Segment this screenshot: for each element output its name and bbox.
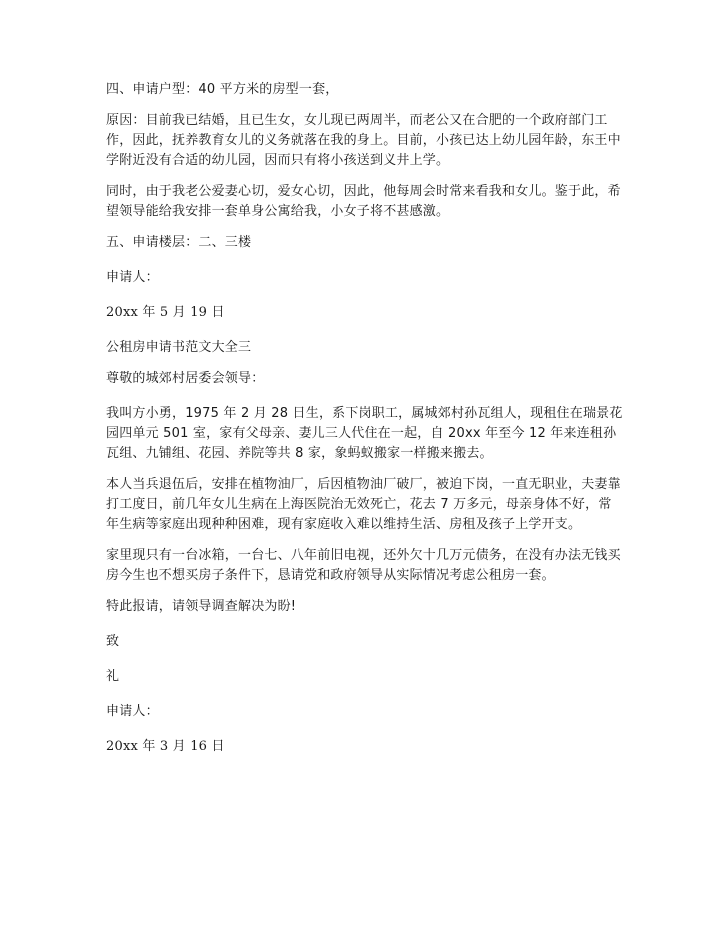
sample-title: 公租房申请书范文大全三	[106, 340, 252, 355]
section5-title: 五、申请楼层：二、三楼	[106, 235, 252, 250]
applicant-label: 申请人：	[106, 270, 159, 285]
closing-request: 特此报请，请领导调查解决为盼!	[106, 599, 297, 614]
date-line-2: 20xx 年 3 月 16 日	[106, 739, 225, 754]
section4-title: 四、申请户型：40 平方米的房型一套，	[106, 82, 339, 97]
applicant-label-2: 申请人：	[106, 704, 159, 719]
assets-paragraph: 家里现只有一台冰箱，一台七、八年前旧电视，还外欠十几万元债务，在没有办法无钱买房今生也不想买房子条件下，恳请党和政府领导从实际情况考虑公租房一套。	[106, 548, 621, 583]
salutation: 尊敬的城郊村居委会领导：	[106, 371, 265, 386]
history-paragraph: 本人当兵退伍后，安排在植物油厂，后因植物油厂破厂，被迫下岗，一直无职业，夫妻靠打工度日，前几年女儿生病在上海医院治无效死亡，花去 7 万多元，母亲身体不好，常年生病等家庭出现种种困难，现有家庭收入难以维持生活、房租及孩子上学开支。	[106, 477, 621, 532]
closing-li: 礼	[106, 669, 120, 684]
section4-reason-paragraph: 原因：目前我已结婚，且已生女，女儿现已两周半，而老公又在合肥的一个政府部门工作，因此，抚养教育女儿的义务就落在我的身上。目前，小孩已达上幼儿园年龄，东王中学附近没有合适的幼儿园，因而只有将小孩送到义井上学。	[106, 113, 621, 168]
intro-paragraph: 我叫方小勇，1975 年 2 月 28 日生，系下岗职工，属城郊村孙瓦组人，现租住在瑞景花园四单元 501 室，家有父母亲、妻儿三人代住在一起，自 20xx 年至今 12 年来连租孙瓦组、九铺组、花园、养院等共 8 家，象蚂蚁搬家一样搬来搬去。	[106, 406, 623, 461]
closing-zhi: 致	[106, 634, 120, 649]
section4-paragraph-2: 同时，由于我老公爱妻心切，爱女心切，因此，他每周会时常来看我和女儿。鉴于此，希望领导能给我安排一套单身公寓给我，小女子将不甚感激。	[106, 184, 621, 219]
date-line: 20xx 年 5 月 19 日	[106, 305, 225, 320]
